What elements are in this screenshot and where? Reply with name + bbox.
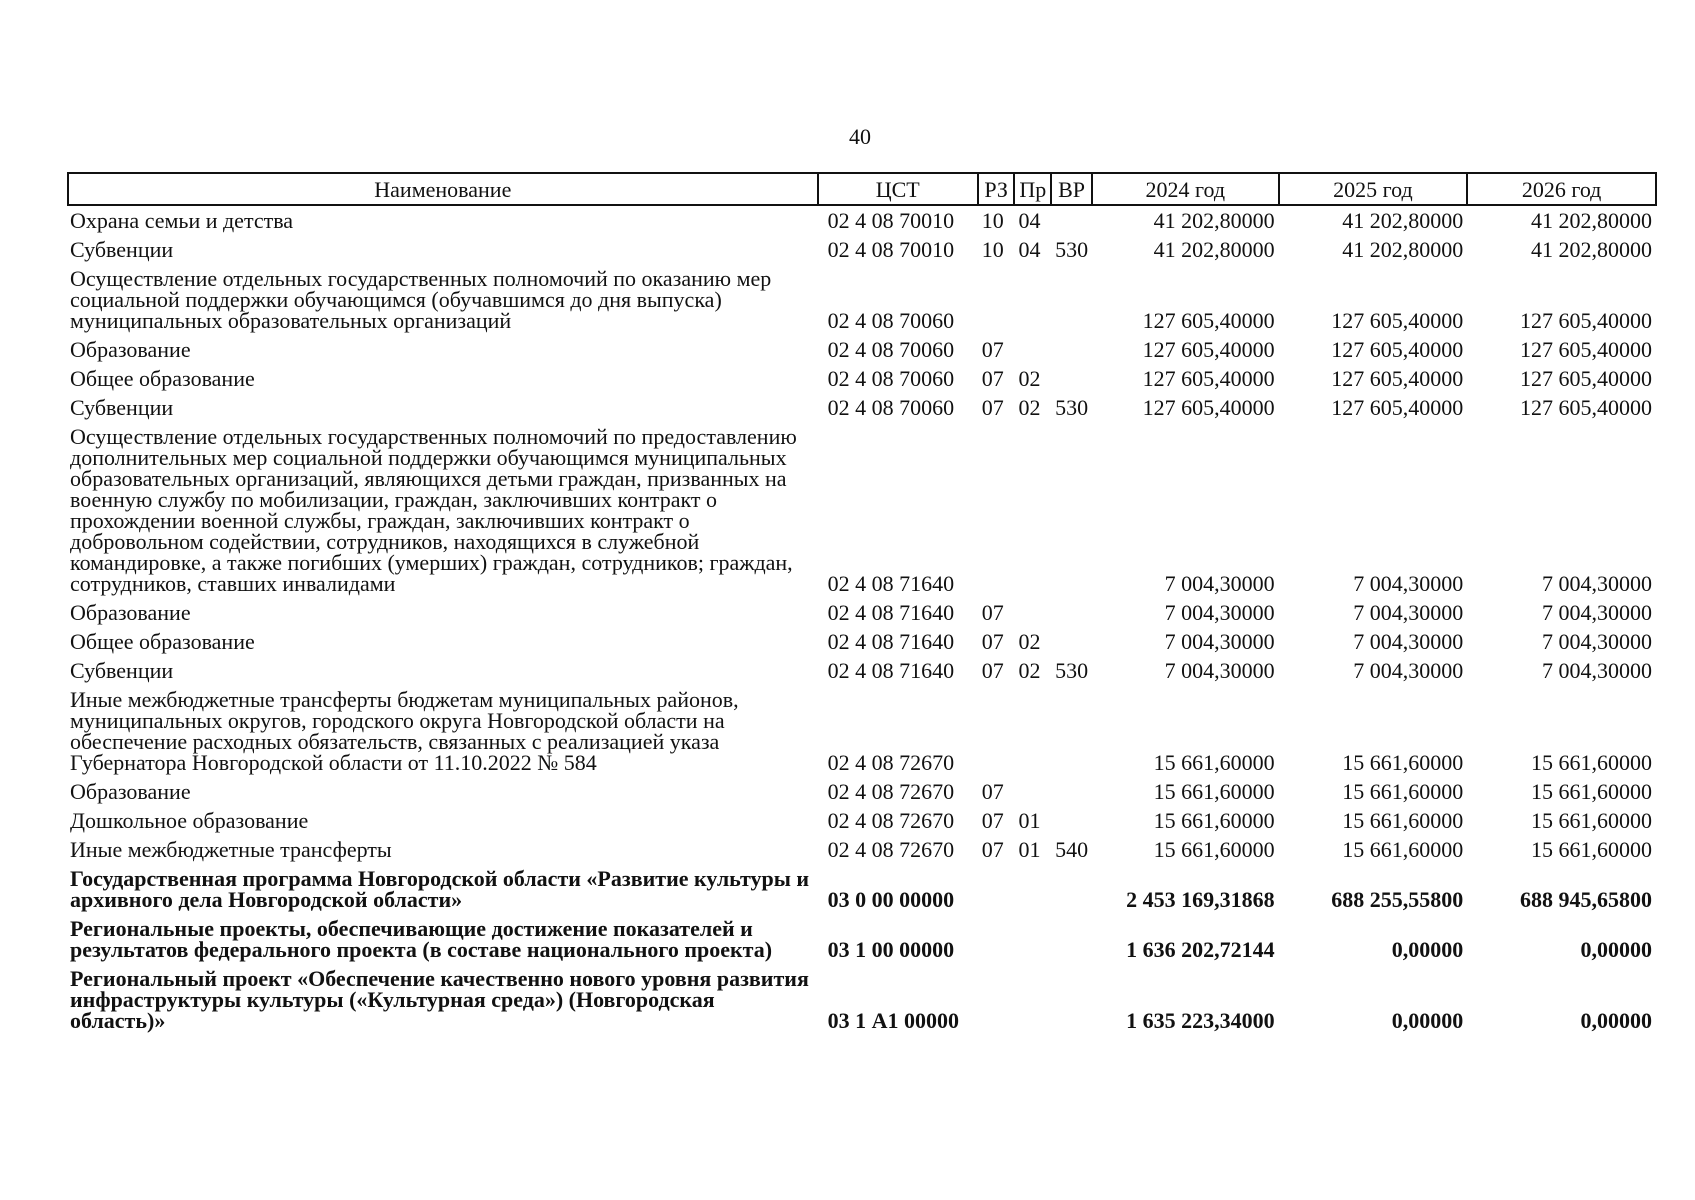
cell-name: Образование <box>70 779 191 804</box>
table-row <box>68 864 1656 914</box>
table-row <box>68 964 1656 1035</box>
cell-pr: 01 <box>1018 808 1041 833</box>
cell-2026: 7 004,30000 <box>1542 600 1652 625</box>
cell-name: Образование <box>70 600 191 625</box>
table-row <box>68 835 1656 864</box>
cell-2026: 15 661,60000 <box>1531 779 1652 804</box>
cell-2026: 15 661,60000 <box>1531 837 1652 862</box>
cell-name: Субвенции <box>70 658 174 683</box>
cell-2026: 688 945,65800 <box>1520 887 1652 912</box>
table-row <box>68 598 1656 627</box>
cell-2026: 0,00000 <box>1580 1008 1652 1033</box>
cell-2026: 15 661,60000 <box>1531 808 1652 833</box>
cell-name: Региональный проект «Обеспечение качественно нового уровня развития инфраструктуры культуры («Культурная среда») (Новгородская область)» <box>70 966 809 1033</box>
table-row <box>68 914 1656 964</box>
cell-2024: 15 661,60000 <box>1153 750 1275 775</box>
cell-2024: 7 004,30000 <box>1164 571 1275 596</box>
cell-2025: 127 605,40000 <box>1331 337 1464 362</box>
cell-2025: 688 255,55800 <box>1331 887 1464 912</box>
cell-name: Осуществление отдельных государственных полномочий по предоставлению дополнительных мер социальной поддержки обучающимся муниципальных образовательных организаций, являющихся детьми граждан, призванных на военную службу по мобилизации, граждан, заключивших контракт о прохождении военной службы, граждан, заключивших контракт о добровольном содействии, сотрудников, находящихся в служебной командировке, а также погибших (умерших) граждан, сотрудников; граждан, сотрудников, ставших инвалидами <box>70 424 797 596</box>
cell-2025: 0,00000 <box>1391 1008 1464 1033</box>
cell-rz: 07 <box>981 837 1004 862</box>
table-row <box>68 777 1656 806</box>
cell-pr <box>1014 777 1051 806</box>
cell-2025: 0,00000 <box>1391 937 1464 962</box>
cell-vr: 530 <box>1055 237 1089 262</box>
cell-vr <box>1051 806 1092 835</box>
cell-2024: 15 661,60000 <box>1153 837 1275 862</box>
cell-vr <box>1051 627 1092 656</box>
cell-2024: 127 605,40000 <box>1142 366 1275 391</box>
cell-vr <box>1051 335 1092 364</box>
cell-2024: 7 004,30000 <box>1164 600 1275 625</box>
cell-2026: 7 004,30000 <box>1542 571 1652 596</box>
cell-2024: 127 605,40000 <box>1142 395 1275 420</box>
table-row <box>68 335 1656 364</box>
header-2024: 2024 год <box>1092 173 1279 205</box>
cell-pr <box>1014 685 1051 777</box>
cell-2026: 41 202,80000 <box>1531 237 1652 262</box>
cell-2026: 0,00000 <box>1580 937 1652 962</box>
cell-2024: 15 661,60000 <box>1153 779 1275 804</box>
cell-2024: 7 004,30000 <box>1164 658 1275 683</box>
cell-cst: 02 4 08 72670 <box>827 837 955 862</box>
cell-pr: 02 <box>1018 629 1041 654</box>
header-2026: 2026 год <box>1467 173 1656 205</box>
table-row <box>68 627 1656 656</box>
cell-pr <box>1014 598 1051 627</box>
cell-2025: 41 202,80000 <box>1342 208 1464 233</box>
cell-pr: 04 <box>1018 208 1041 233</box>
cell-rz: 07 <box>981 600 1004 625</box>
cell-pr: 02 <box>1018 658 1041 683</box>
cell-cst: 03 0 00 00000 <box>827 887 955 912</box>
cell-name: Дошкольное образование <box>70 808 309 833</box>
cell-2026: 15 661,60000 <box>1531 750 1652 775</box>
cell-vr <box>1051 364 1092 393</box>
cell-pr <box>1014 422 1051 598</box>
cell-2024: 1 636 202,72144 <box>1126 937 1275 962</box>
table-row <box>68 806 1656 835</box>
cell-pr <box>1014 864 1051 914</box>
cell-2025: 15 661,60000 <box>1342 750 1464 775</box>
table-row <box>68 205 1656 235</box>
cell-vr: 530 <box>1055 395 1089 420</box>
cell-2025: 127 605,40000 <box>1331 308 1464 333</box>
cell-2025: 127 605,40000 <box>1331 395 1464 420</box>
cell-vr <box>1051 864 1092 914</box>
header-pr: Пр <box>1014 173 1051 205</box>
cell-2025: 41 202,80000 <box>1342 237 1464 262</box>
budget-table <box>67 172 1657 1035</box>
cell-vr <box>1051 777 1092 806</box>
header-name: Наименование <box>68 173 818 205</box>
cell-vr <box>1051 914 1092 964</box>
cell-2024: 127 605,40000 <box>1142 308 1275 333</box>
cell-2026: 127 605,40000 <box>1520 395 1652 420</box>
header-vr: ВР <box>1051 173 1092 205</box>
header-cst: ЦСТ <box>818 173 978 205</box>
cell-rz: 07 <box>981 629 1004 654</box>
cell-pr <box>1014 335 1051 364</box>
page-number: 40 <box>849 124 871 149</box>
cell-cst: 02 4 08 72670 <box>827 808 955 833</box>
cell-vr <box>1051 205 1092 235</box>
cell-cst: 03 1 00 00000 <box>827 937 955 962</box>
header-2025: 2025 год <box>1279 173 1468 205</box>
cell-cst: 02 4 08 70010 <box>827 208 955 233</box>
cell-cst: 02 4 08 70010 <box>827 237 955 262</box>
cell-vr <box>1051 422 1092 598</box>
cell-cst: 02 4 08 71640 <box>827 629 955 654</box>
cell-name: Общее образование <box>70 629 255 654</box>
cell-2024: 2 453 169,31868 <box>1126 887 1275 912</box>
cell-rz: 10 <box>981 208 1004 233</box>
cell-2025: 15 661,60000 <box>1342 837 1464 862</box>
cell-2024: 1 635 223,34000 <box>1126 1008 1275 1033</box>
cell-name: Субвенции <box>70 237 174 262</box>
cell-2026: 7 004,30000 <box>1542 629 1652 654</box>
cell-name: Охрана семьи и детства <box>70 208 294 233</box>
table-header <box>68 173 1656 205</box>
cell-vr <box>1051 264 1092 335</box>
cell-vr: 540 <box>1055 837 1089 862</box>
cell-2026: 127 605,40000 <box>1520 337 1652 362</box>
header-rz: РЗ <box>978 173 1015 205</box>
cell-name: Общее образование <box>70 366 255 391</box>
cell-2026: 41 202,80000 <box>1531 208 1652 233</box>
cell-2025: 7 004,30000 <box>1353 600 1464 625</box>
table-row <box>68 264 1656 335</box>
cell-rz <box>978 685 1015 777</box>
cell-rz <box>978 864 1015 914</box>
cell-vr: 530 <box>1055 658 1089 683</box>
cell-vr <box>1051 598 1092 627</box>
cell-cst: 02 4 08 72670 <box>827 779 955 804</box>
table-row <box>68 422 1656 598</box>
cell-pr <box>1014 264 1051 335</box>
cell-name: Иные межбюджетные трансферты бюджетам муниципальных районов, муниципальных округов, городского округа Новгородской области на обеспечение расходных обязательств, связанных с реализацией указа Губернатора Новгородской области от 11.10.2022 № 584 <box>70 687 739 775</box>
cell-rz <box>978 964 1015 1035</box>
cell-cst: 02 4 08 71640 <box>827 600 955 625</box>
cell-rz: 10 <box>981 237 1004 262</box>
cell-2025: 15 661,60000 <box>1342 779 1464 804</box>
cell-rz: 07 <box>981 337 1004 362</box>
cell-rz <box>978 264 1015 335</box>
cell-2024: 7 004,30000 <box>1164 629 1275 654</box>
table-body <box>68 205 1656 1035</box>
cell-2025: 7 004,30000 <box>1353 571 1464 596</box>
cell-rz: 07 <box>981 366 1004 391</box>
cell-vr <box>1051 964 1092 1035</box>
cell-rz: 07 <box>981 808 1004 833</box>
table-row <box>68 364 1656 393</box>
cell-pr: 04 <box>1018 237 1041 262</box>
table-row <box>68 656 1656 685</box>
cell-name: Субвенции <box>70 395 174 420</box>
cell-cst: 02 4 08 70060 <box>827 308 955 333</box>
cell-pr: 02 <box>1018 366 1041 391</box>
cell-name: Региональные проекты, обеспечивающие достижение показателей и результатов федерального проекта (в составе национального проекта) <box>70 916 773 962</box>
cell-pr: 02 <box>1018 395 1041 420</box>
cell-pr: 01 <box>1018 837 1041 862</box>
cell-vr <box>1051 685 1092 777</box>
cell-2026: 127 605,40000 <box>1520 366 1652 391</box>
cell-name: Государственная программа Новгородской области «Развитие культуры и архивного дела Новгородской области» <box>70 866 810 912</box>
cell-2026: 7 004,30000 <box>1542 658 1652 683</box>
cell-2025: 7 004,30000 <box>1353 658 1464 683</box>
cell-name: Иные межбюджетные трансферты <box>70 837 392 862</box>
cell-cst: 02 4 08 71640 <box>827 571 955 596</box>
cell-cst: 02 4 08 70060 <box>827 395 955 420</box>
cell-2025: 7 004,30000 <box>1353 629 1464 654</box>
cell-2025: 15 661,60000 <box>1342 808 1464 833</box>
cell-name: Образование <box>70 337 191 362</box>
table-row <box>68 393 1656 422</box>
table-row <box>68 685 1656 777</box>
cell-rz <box>978 914 1015 964</box>
cell-rz <box>978 422 1015 598</box>
cell-rz: 07 <box>981 658 1004 683</box>
cell-2024: 127 605,40000 <box>1142 337 1275 362</box>
cell-pr <box>1014 914 1051 964</box>
cell-rz: 07 <box>981 779 1004 804</box>
cell-cst: 02 4 08 70060 <box>827 337 955 362</box>
cell-cst: 02 4 08 71640 <box>827 658 955 683</box>
cell-2026: 127 605,40000 <box>1520 308 1652 333</box>
cell-2024: 41 202,80000 <box>1153 208 1275 233</box>
cell-cst: 02 4 08 72670 <box>827 750 955 775</box>
cell-cst: 03 1 А1 00000 <box>827 1008 960 1033</box>
table-row <box>68 235 1656 264</box>
cell-rz: 07 <box>981 395 1004 420</box>
cell-cst: 02 4 08 70060 <box>827 366 955 391</box>
cell-2025: 127 605,40000 <box>1331 366 1464 391</box>
cell-pr <box>1014 964 1051 1035</box>
cell-name: Осуществление отдельных государственных полномочий по оказанию мер социальной поддержки обучающимся (обучавшимся до дня выпуска) муниципальных образовательных организаций <box>70 266 772 333</box>
cell-2024: 41 202,80000 <box>1153 237 1275 262</box>
cell-2024: 15 661,60000 <box>1153 808 1275 833</box>
